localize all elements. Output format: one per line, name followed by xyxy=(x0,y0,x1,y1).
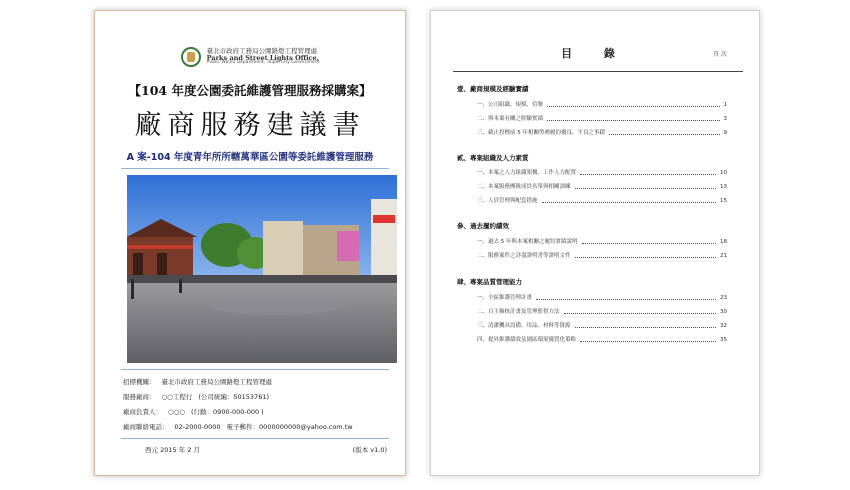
toc-item-page: 32 xyxy=(720,323,727,329)
toc-item[interactable] xyxy=(477,100,727,108)
logo-english-subname: Public Works Department, Taipei City Government xyxy=(206,60,320,66)
toc-item[interactable] xyxy=(477,237,727,245)
divider xyxy=(121,168,389,169)
toc-item-page: 1 xyxy=(723,102,727,108)
project-subtitle: A 案-104 年度青年所所轄萬華區公園等委託維護管理服務 xyxy=(126,152,374,163)
toc-item-page: 35 xyxy=(720,337,727,343)
toc-page-label: 頁 次 xyxy=(713,51,727,58)
info-value: ○○○ xyxy=(168,408,186,416)
cover-page xyxy=(94,10,406,476)
toc-item[interactable] xyxy=(477,251,727,259)
toc-section[interactable]: 參、過去履約績效 xyxy=(457,222,509,230)
logo-english-name: Parks and Street Lights Office, xyxy=(206,53,319,62)
logo-chinese-name: 臺北市政府工務局公園路燈工程管理處 xyxy=(206,46,318,55)
divider xyxy=(121,369,389,370)
info-extra: 電子郵件：0000000000@yahoo.com.tw xyxy=(226,423,353,431)
toc-divider xyxy=(453,71,743,72)
toc-item-page: 30 xyxy=(720,309,727,315)
cover-footer xyxy=(145,445,387,454)
project-title: 【104 年度公園委託維護管理服務採購案】 xyxy=(128,83,372,98)
toc-item[interactable] xyxy=(477,307,727,315)
toc-item[interactable] xyxy=(477,128,727,136)
info-agency xyxy=(123,377,278,386)
toc-section[interactable]: 肆、專案品質管理能力 xyxy=(457,278,522,286)
toc-item[interactable] xyxy=(477,335,727,343)
document-version: (版本 v1.0) xyxy=(352,446,387,454)
toc-item-text: 三、清潔機具設備、用品、材料等資源 xyxy=(477,323,571,329)
info-label: 廠商負責人： xyxy=(123,408,162,416)
toc-item-text: 二、與本案有關之經驗實績 xyxy=(477,116,544,122)
info-extra: (公司統編：50153761) xyxy=(198,393,269,401)
document-title: 廠商服務建議書 xyxy=(134,110,366,141)
info-label: 廠商聯絡電話： xyxy=(123,423,169,431)
info-label: 招標機關： xyxy=(123,378,156,386)
toc-item-page: 23 xyxy=(720,295,727,301)
toc-item[interactable] xyxy=(477,293,727,301)
agency-logo xyxy=(95,45,405,69)
toc-item-text: 三、截止投標前 5 年相關勞務履約優良、不良之事蹟 xyxy=(477,130,605,136)
toc-item[interactable] xyxy=(477,114,727,122)
toc-item-text: 三、人員管理與配套措施 xyxy=(477,198,538,204)
info-value: ○○工程行 xyxy=(161,393,193,401)
toc-title: 目 錄 xyxy=(561,47,629,60)
toc-item-page: 10 xyxy=(720,170,727,176)
toc-item-text: 二、本案服務團隊成員名單與相關訓練 xyxy=(477,184,571,190)
toc-item-page: 15 xyxy=(720,198,727,204)
park-photo xyxy=(127,175,397,363)
toc-item-text: 四、提昇維護績效及園區環境優質化策略 xyxy=(477,337,577,343)
info-owner xyxy=(123,407,270,416)
info-label: 服務廠商： xyxy=(123,393,156,401)
toc-item[interactable] xyxy=(477,182,727,190)
toc-item-text: 一、過去 5 年與本案相關之履約實績說明 xyxy=(477,239,578,245)
divider xyxy=(121,438,389,439)
info-extra: (行動：0900-000-000 ) xyxy=(191,408,264,416)
toc-item-text: 二、服務案件之詳盡證明書等證明文件 xyxy=(477,253,571,259)
toc-item-page: 9 xyxy=(723,130,727,136)
emblem-icon xyxy=(181,47,201,67)
toc-item-text: 一、公司組織、規模、信譽 xyxy=(477,102,544,108)
info-vendor xyxy=(123,392,275,401)
toc-section[interactable]: 壹、廠商規模及經驗實績 xyxy=(457,85,529,93)
toc-item-page: 3 xyxy=(723,116,727,122)
document-date: 西元 2015 年 2 月 xyxy=(145,446,200,454)
toc-item-page: 21 xyxy=(720,253,727,259)
toc-item[interactable] xyxy=(477,321,727,329)
toc-section[interactable]: 貳、專案組織及人力素質 xyxy=(457,154,529,162)
toc-item-page: 18 xyxy=(720,239,727,245)
toc-item[interactable] xyxy=(477,168,727,176)
toc-item-text: 一、全區維護管理計畫 xyxy=(477,295,533,301)
info-value: 02-2000-0000 xyxy=(174,423,221,431)
toc-item[interactable] xyxy=(477,196,727,204)
toc-item-text: 一、本案之人力組織架構、工作人力配置 xyxy=(477,170,577,176)
toc-page xyxy=(430,10,760,476)
toc-item-page: 13 xyxy=(720,184,727,190)
toc-item-text: 二、自主檢核計畫及管理監督方法 xyxy=(477,309,560,315)
info-value: 臺北市政府工務局公園路燈工程管理處 xyxy=(161,378,272,386)
info-contact xyxy=(123,422,359,431)
